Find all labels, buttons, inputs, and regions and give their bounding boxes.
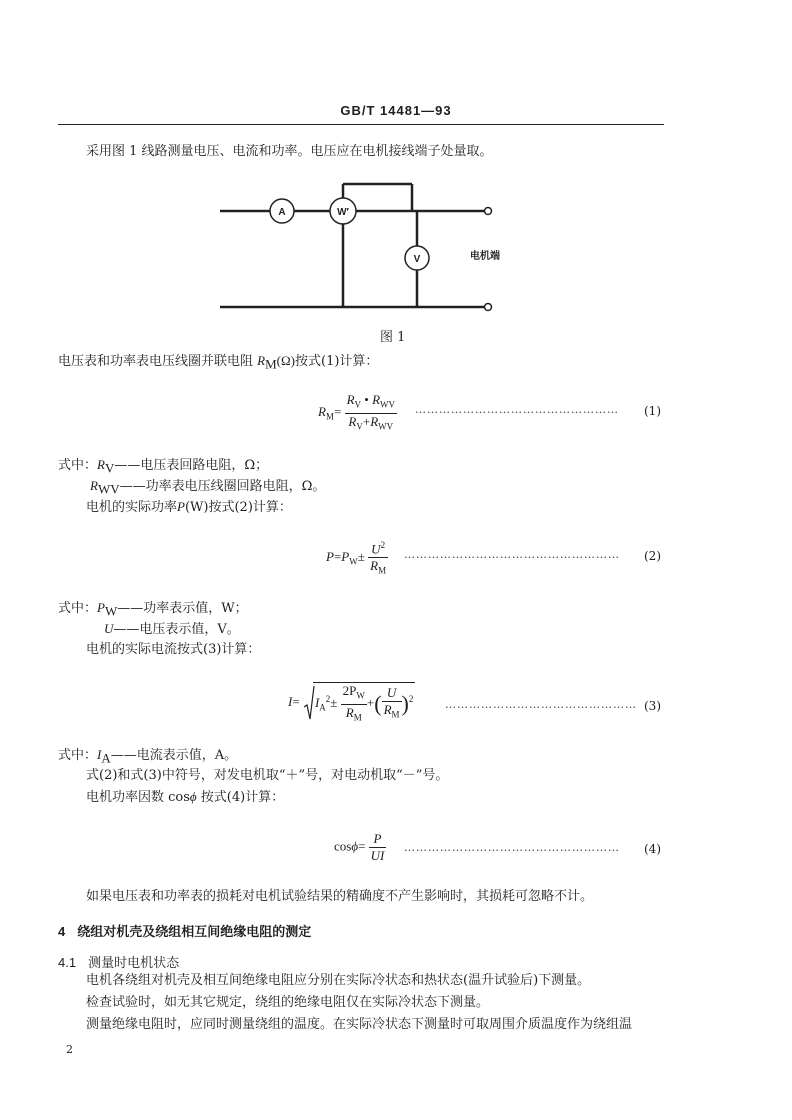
terminal-top-icon <box>485 208 492 215</box>
section-4-heading: 4 绕组对机壳及绕组相互间绝缘电阻的测定 <box>58 924 312 939</box>
sqrt-body: $I_A^2\pm$ $\frac{2P_W}{R_M}$ +( $\frac{U}{R_M}$ )$^2$ <box>314 683 414 723</box>
terminal-bottom-icon <box>485 304 492 311</box>
eq3-leader: ………………………………………… <box>445 698 637 711</box>
standard-header: GB/T 14481—93 <box>340 103 452 118</box>
current-intro: 电机的实际电流按式(3)计算： <box>86 642 261 657</box>
eq4-leader: ……………………………………………… <box>404 841 620 854</box>
power-intro: 电机的实际功率P(W)按式(2)计算： <box>86 499 292 515</box>
where-3-line-1: 式中：$I_A——$电流表示值，A。 <box>58 747 238 766</box>
eq2-fraction: $\frac{U^2}{R_M}$ <box>370 540 387 576</box>
equation-1: $R_M=$ $\frac{R_V • R_{WV}}{R_V+R_{WV}}$ <box>318 392 396 432</box>
eq1-fraction: $\frac{R_V • R_{WV}}{R_V+R_{WV}}$ <box>346 392 396 432</box>
where-1-line-1: 式中：$R_V——$电压表回路电阻，Ω； <box>58 457 269 476</box>
header-rule <box>58 124 664 125</box>
ammeter-label: A <box>278 207 286 218</box>
figure-caption: 图 1 <box>380 330 406 345</box>
equation-4: cosϕ= $\frac{P}{UI}$ <box>334 831 385 863</box>
para-4-1-c: 测量绝缘电阻时，应同时测量绕组的温度。在实际冷状态下测量时可取周围介质温度作为绕组温 <box>86 1017 633 1032</box>
motor-terminal-label: 电机端 <box>470 251 500 262</box>
equation-3: $I= I_A^2\pm$ $\frac{2P_W}{R_M}$ +( $\frac{U}{R_M}$ )$^2$ <box>288 683 414 723</box>
voltmeter-label: V <box>413 254 421 265</box>
eq4-fraction: $\frac{P}{UI}$ <box>370 831 385 863</box>
intro-paragraph: 采用图 1 线路测量电压、电流和功率。电压应在电机接线端子处量取。 <box>86 144 493 159</box>
eq1-number: (1) <box>644 404 661 418</box>
wattmeter-label: W′ <box>337 207 349 218</box>
eq2-number: (2) <box>644 549 661 563</box>
para-4-1-b: 检查试验时，如无其它规定，绕组的绝缘电阻仅在实际冷状态下测量。 <box>86 995 490 1010</box>
section-4-1-heading: 4.1 测量时电机状态 <box>58 955 180 970</box>
where-2-line-2: U——电压表示值，V。 <box>104 621 240 637</box>
page-number: 2 <box>66 1043 73 1056</box>
eq1-leader: …………………………………………… <box>415 403 619 416</box>
loss-paragraph: 如果电压表和功率表的损耗对电机试验结果的精确度不产生影响时，其损耗可忽略不计。 <box>86 889 594 904</box>
eq3-number: (3) <box>644 699 661 713</box>
para-4-1-a: 电机各绕组对机壳及相互间绝缘电阻应分别在实际冷状态和热状态(温升试验后)下测量。 <box>86 973 591 988</box>
where-1-line-2: $R_{WV}——$功率表电压线圈回路电阻，Ω。 <box>90 478 326 497</box>
eq2-leader: ……………………………………………… <box>404 548 620 561</box>
where-2-line-1: 式中：$P_W——$功率表示值，W； <box>58 600 248 619</box>
sign-note: 式(2)和式(3)中符号，对发电机取“＋”号，对电动机取“－”号。 <box>86 768 449 783</box>
equation-2: $P=P_W\pm$ $\frac{U^2}{R_M}$ <box>326 540 387 576</box>
cos-intro: 电机功率因数 cosϕ 按式(4)计算： <box>86 789 285 805</box>
eq4-number: (4) <box>644 842 661 856</box>
rm-intro: 电压表和功率表电压线圈并联电阻 $R_M(\Omega)$按式(1)计算： <box>58 353 379 372</box>
circuit-diagram <box>200 170 520 320</box>
